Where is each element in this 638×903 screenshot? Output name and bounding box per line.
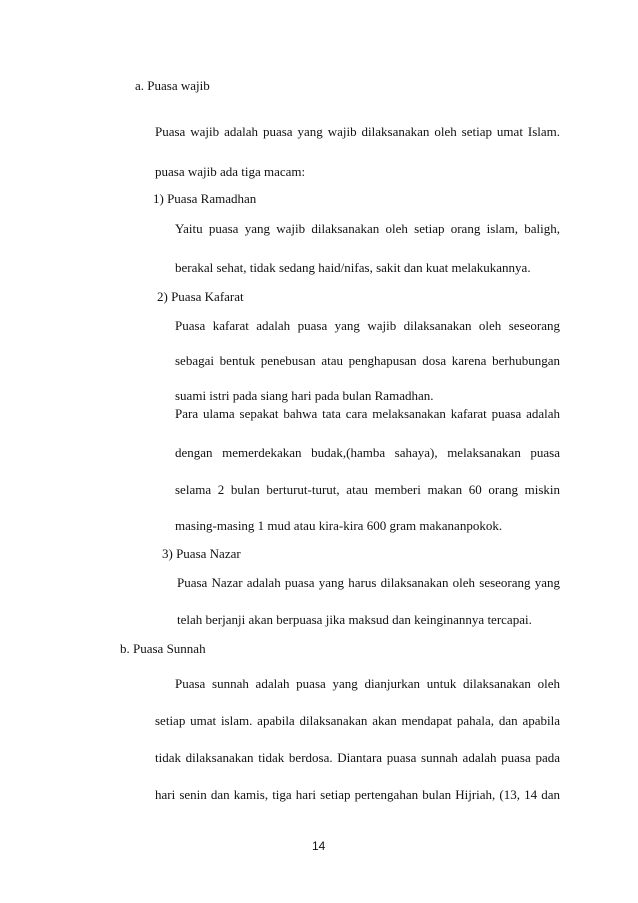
heading-puasa-wajib: a. Puasa wajib bbox=[135, 78, 210, 93]
paragraph-line: sebagai bentuk penebusan atau penghapusan dosa karena berhubungan bbox=[175, 353, 560, 368]
intro-line: Puasa wajib adalah puasa yang wajib dilaksanakan oleh setiap umat Islam. bbox=[155, 124, 560, 139]
paragraph-line: dengan memerdekakan budak,(hamba sahaya), melaksanakan puasa bbox=[175, 445, 560, 460]
paragraph-line: Puasa sunnah adalah puasa yang dianjurkan untuk dilaksanakan oleh bbox=[175, 676, 560, 691]
paragraph-line: hari senin dan kamis, tiga hari setiap pertengahan bulan Hijriah, (13, 14 dan bbox=[155, 787, 560, 802]
paragraph-line: berakal sehat, tidak sedang haid/nifas, sakit dan kuat melakukannya. bbox=[175, 260, 531, 275]
paragraph-line: setiap umat islam. apabila dilaksanakan akan mendapat pahala, dan apabila bbox=[155, 713, 560, 728]
paragraph-line: Yaitu puasa yang wajib dilaksanakan oleh setiap orang islam, baligh, bbox=[175, 221, 560, 236]
item-title-ramadhan: 1) Puasa Ramadhan bbox=[153, 191, 257, 206]
paragraph-line: telah berjanji akan berpuasa jika maksud dan keinginannya tercapai. bbox=[177, 612, 532, 627]
page-number: 14 bbox=[312, 839, 326, 853]
intro-line: puasa wajib ada tiga macam: bbox=[155, 164, 306, 179]
heading-puasa-sunnah: b. Puasa Sunnah bbox=[120, 641, 206, 656]
item-title-nazar: 3) Puasa Nazar bbox=[162, 546, 241, 561]
item-title-kafarat: 2) Puasa Kafarat bbox=[157, 289, 244, 304]
paragraph-line: suami istri pada siang hari pada bulan Ramadhan. bbox=[175, 388, 434, 403]
paragraph-line: Puasa Nazar adalah puasa yang harus dilaksanakan oleh seseorang yang bbox=[177, 575, 560, 590]
paragraph-line: selama 2 bulan berturut-turut, atau memberi makan 60 orang miskin bbox=[175, 482, 560, 497]
paragraph-line: Puasa kafarat adalah puasa yang wajib dilaksanakan oleh seseorang bbox=[175, 318, 560, 333]
paragraph-line: tidak dilaksanakan tidak berdosa. Diantara puasa sunnah adalah puasa pada bbox=[155, 750, 560, 765]
paragraph-line: Para ulama sepakat bahwa tata cara melaksanakan kafarat puasa adalah bbox=[175, 406, 560, 421]
paragraph-line: masing-masing 1 mud atau kira-kira 600 gram makananpokok. bbox=[175, 518, 503, 533]
